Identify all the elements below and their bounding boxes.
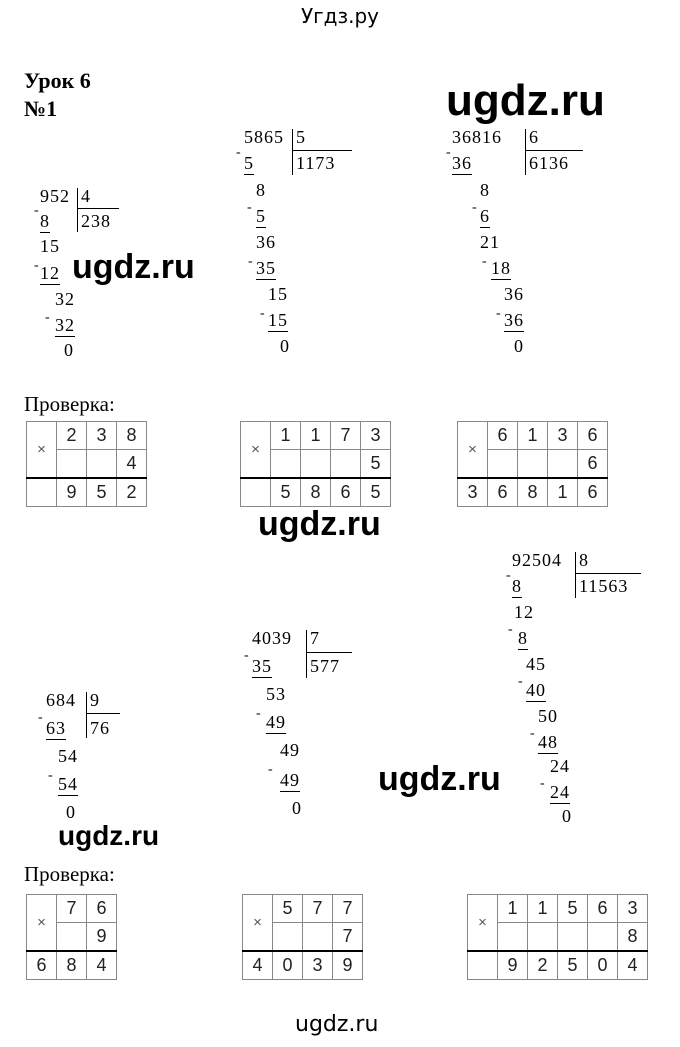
minus-sign: - [496, 306, 501, 321]
grid-cell [87, 450, 117, 479]
grid-cell [271, 450, 301, 479]
check-label: Проверка: [24, 392, 115, 416]
step-value: 36 [256, 232, 276, 252]
step-value: 15 [268, 284, 288, 304]
grid-cell: 9 [87, 923, 117, 952]
grid-cell: 7 [331, 422, 361, 450]
grid-cell [528, 923, 558, 952]
dividend: 4039 [252, 628, 292, 648]
grid-cell: 1 [498, 895, 528, 923]
minus-sign: - [260, 306, 265, 321]
step-value: 35 [256, 258, 276, 278]
step-value: 8 [512, 576, 522, 596]
division-bar [86, 692, 87, 738]
step-value: 48 [538, 732, 558, 752]
step-value: 5 [256, 206, 266, 226]
step-value: 0 [280, 336, 290, 356]
minus-sign: - [34, 258, 39, 273]
divisor: 5 [296, 127, 306, 147]
step-value: 0 [66, 802, 76, 822]
grid-cell: 7 [57, 895, 87, 923]
step-value: 18 [491, 258, 511, 278]
grid-cell: 6 [488, 478, 518, 507]
minus-sign: - [446, 145, 451, 160]
grid-cell [273, 923, 303, 952]
step-value: 8 [518, 628, 528, 648]
step-value: 63 [46, 718, 66, 738]
grid-cell: 9 [498, 951, 528, 980]
grid-cell [241, 478, 271, 507]
minus-sign: - [506, 568, 511, 583]
quotient: 11563 [579, 576, 629, 596]
grid-cell [57, 450, 87, 479]
grid-cell: 6 [488, 422, 518, 450]
step-value: 0 [514, 336, 524, 356]
step-value: 0 [562, 806, 572, 826]
dividend: 5865 [244, 127, 284, 147]
grid-cell: 8 [618, 923, 648, 952]
grid-cell: 8 [518, 478, 548, 507]
grid-cell: 4 [117, 450, 147, 479]
check-grid-4 [26, 894, 117, 980]
step-value: 15 [40, 236, 60, 256]
grid-cell: 3 [87, 422, 117, 450]
grid-cell: 2 [528, 951, 558, 980]
step-value: 36 [504, 284, 524, 304]
grid-cell: 0 [273, 951, 303, 980]
step-value: 54 [58, 746, 78, 766]
divisor: 7 [310, 628, 320, 648]
multiply-sign: × [241, 422, 271, 479]
grid-cell [548, 450, 578, 479]
step-value: 8 [40, 211, 50, 231]
minus-sign: - [472, 200, 477, 215]
dividend: 92504 [512, 550, 562, 570]
grid-cell: 8 [57, 951, 87, 980]
grid-cell: 3 [361, 422, 391, 450]
task-number: №1 [24, 96, 58, 121]
step-value: 49 [280, 740, 300, 760]
quotient: 76 [90, 718, 110, 738]
grid-cell [331, 450, 361, 479]
minus-sign: - [518, 674, 523, 689]
minus-sign: - [530, 726, 535, 741]
watermark: ugdz.ru [258, 505, 381, 543]
grid-cell: 5 [271, 478, 301, 507]
grid-cell: 1 [528, 895, 558, 923]
watermark: ugdz.ru [58, 820, 160, 851]
minus-sign: - [540, 776, 545, 791]
grid-cell: 6 [578, 422, 608, 450]
step-value: 54 [58, 774, 78, 794]
minus-sign: - [248, 254, 253, 269]
grid-cell: 9 [333, 951, 363, 980]
step-value: 8 [480, 180, 490, 200]
grid-cell: 4 [243, 951, 273, 980]
grid-cell: 7 [333, 895, 363, 923]
check-grid-3 [457, 421, 608, 507]
lesson-title: Урок 6 [24, 68, 91, 93]
dividend: 36816 [452, 127, 502, 147]
step-value: 8 [256, 180, 266, 200]
grid-cell [468, 951, 498, 980]
grid-cell: 2 [57, 422, 87, 450]
grid-cell: 6 [588, 895, 618, 923]
step-value: 24 [550, 782, 570, 802]
watermark: ugdz.ru [295, 1012, 379, 1037]
grid-cell [588, 923, 618, 952]
grid-cell: 8 [301, 478, 331, 507]
divisor: 4 [81, 186, 91, 206]
grid-cell: 5 [361, 478, 391, 507]
grid-cell [27, 478, 57, 507]
step-value: 5 [244, 153, 254, 173]
grid-cell: 5 [87, 478, 117, 507]
grid-cell: 7 [333, 923, 363, 952]
grid-cell: 1 [301, 422, 331, 450]
multiply-sign: × [27, 422, 57, 479]
check-grid-6 [467, 894, 648, 980]
grid-cell [558, 923, 588, 952]
division-bar [575, 552, 576, 598]
grid-cell: 5 [361, 450, 391, 479]
minus-sign: - [256, 706, 261, 721]
step-value: 45 [526, 654, 546, 674]
grid-cell: 3 [303, 951, 333, 980]
multiply-sign: × [468, 441, 477, 458]
step-value: 21 [480, 232, 500, 252]
grid-cell: 6 [87, 895, 117, 923]
grid-cell: 6 [578, 478, 608, 507]
grid-cell: 5 [558, 895, 588, 923]
division-bar [306, 630, 307, 678]
step-value: 12 [514, 602, 534, 622]
grid-cell: 1 [518, 422, 548, 450]
divisor: 9 [90, 690, 100, 710]
check-label: Проверка: [24, 862, 115, 886]
step-value: 40 [526, 680, 546, 700]
grid-cell: 1 [548, 478, 578, 507]
grid-cell [488, 450, 518, 479]
quotient: 1173 [296, 153, 336, 173]
grid-cell: 5 [273, 895, 303, 923]
site-title: Угдз.ру [300, 4, 380, 28]
step-value: 0 [292, 798, 302, 818]
grid-cell: 9 [57, 478, 87, 507]
grid-cell: 4 [618, 951, 648, 980]
grid-cell: 0 [588, 951, 618, 980]
step-value: 36 [452, 153, 472, 173]
watermark: ugdz.ru [446, 76, 605, 125]
grid-cell: 4 [87, 951, 117, 980]
check-grid-1 [26, 421, 147, 507]
grid-cell [458, 422, 488, 479]
step-value: 35 [252, 656, 272, 676]
step-value: 6 [480, 206, 490, 226]
minus-sign: - [48, 768, 53, 783]
grid-cell: 1 [271, 422, 301, 450]
grid-cell: 6 [27, 951, 57, 980]
division-bar [306, 652, 352, 653]
multiply-sign: × [27, 895, 57, 952]
quotient: 238 [81, 211, 111, 231]
grid-cell: 6 [578, 450, 608, 479]
check-grid-5 [242, 894, 363, 980]
step-value: 49 [266, 712, 286, 732]
check-grid-2 [240, 421, 391, 507]
division-bar [86, 713, 120, 714]
grid-cell [57, 923, 87, 952]
minus-sign: - [268, 762, 273, 777]
dividend: 684 [46, 690, 76, 710]
watermark: ugdz.ru [72, 248, 195, 286]
watermark: ugdz.ru [378, 760, 501, 798]
step-value: 12 [40, 263, 60, 283]
grid-cell: 6 [331, 478, 361, 507]
division-bar [77, 208, 119, 209]
multiply-sign: × [243, 895, 273, 952]
step-value: 53 [266, 684, 286, 704]
grid-cell: 5 [558, 951, 588, 980]
minus-sign: - [247, 200, 252, 215]
division-bar [525, 129, 526, 175]
division-bar [525, 150, 583, 151]
grid-cell: 7 [303, 895, 333, 923]
dividend: 952 [40, 186, 70, 206]
minus-sign: - [34, 203, 39, 218]
step-value: 32 [55, 289, 75, 309]
grid-cell [518, 450, 548, 479]
grid-cell: 8 [117, 422, 147, 450]
step-value: 0 [64, 340, 74, 360]
minus-sign: - [508, 622, 513, 637]
step-value: 32 [55, 315, 75, 335]
minus-sign: - [244, 648, 249, 663]
grid-cell: 3 [458, 478, 488, 507]
divisor: 6 [529, 127, 539, 147]
grid-cell: 2 [117, 478, 147, 507]
division-bar [292, 150, 352, 151]
step-value: 24 [550, 756, 570, 776]
division-bar [575, 573, 641, 574]
grid-cell [301, 450, 331, 479]
quotient: 6136 [529, 153, 569, 173]
division-bar [77, 188, 78, 232]
step-value: 49 [280, 770, 300, 790]
grid-cell [303, 923, 333, 952]
minus-sign: - [45, 310, 50, 325]
divisor: 8 [579, 550, 589, 570]
minus-sign: - [236, 145, 241, 160]
division-bar [292, 129, 293, 175]
quotient: 577 [310, 656, 340, 676]
grid-cell: 3 [618, 895, 648, 923]
step-value: 50 [538, 706, 558, 726]
grid-cell [498, 923, 528, 952]
minus-sign: - [38, 710, 43, 725]
minus-sign: - [482, 254, 487, 269]
multiply-sign: × [468, 895, 498, 952]
step-value: 15 [268, 310, 288, 330]
grid-cell: 3 [548, 422, 578, 450]
step-value: 36 [504, 310, 524, 330]
